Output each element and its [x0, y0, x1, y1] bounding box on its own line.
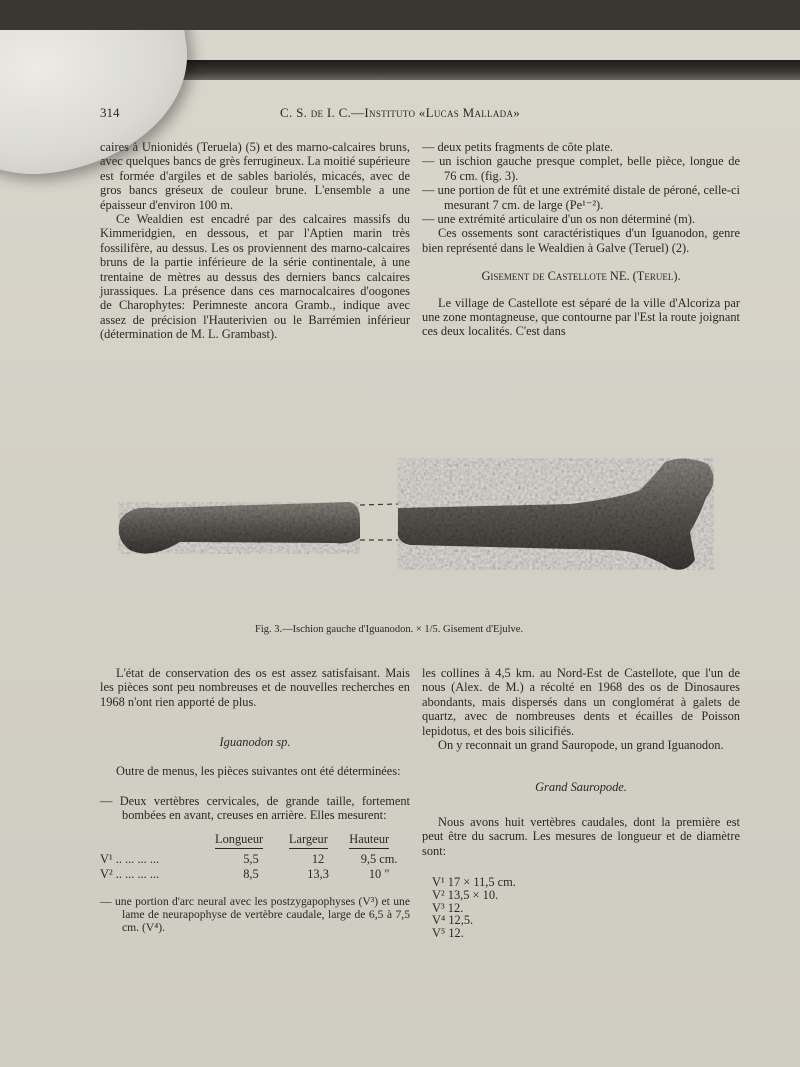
- paragraph: Outre de menus, les pièces suivantes ont été déterminées:: [116, 763, 401, 778]
- table-row: V¹ .. ... ... ... 5,5 12 9,5 cm.: [100, 852, 398, 867]
- ischion-bone-image: [110, 450, 730, 580]
- paragraph: les collines à 4,5 km. au Nord-Est de Castellote, que l'un de nous (Alex. de M.) a récolté en 1968 des os de Dinosaures abondants, mais dispersés dans un conglomérat à galets de quartz, avec de nombreuses dents et écailles de Poisson lepidotus, et des bois silicifiés.: [422, 666, 740, 738]
- vertebrae-list: [432, 876, 740, 940]
- column-header: Longueur: [214, 831, 288, 852]
- list-item: V² 13,5 × 10.: [432, 887, 499, 902]
- top-right-column: [422, 140, 740, 339]
- paragraph: On y reconnait un grand Sauropode, un grand Iguanodon.: [438, 738, 724, 753]
- paragraph: L'état de conservation des os est assez satisfaisant. Mais les pièces sont peu nombreuses et de nouvelles recherches en 1968 n'ont rien apporté de plus.: [100, 666, 410, 709]
- section-heading: Gisement de Castellote NE. (Teruel).: [481, 269, 681, 284]
- list-item: V⁴ 12,5.: [432, 913, 474, 928]
- section-heading: Iguanodon sp.: [219, 735, 291, 750]
- running-title: C. S. de I. C.—Instituto «Lucas Mallada»: [280, 105, 521, 120]
- figure-caption: Fig. 3.—Ischion gauche d'Iguanodon. × 1/5. Gisement d'Ejulve.: [255, 624, 524, 635]
- list-item: — une portion d'arc neural avec les postzygapophyses (V³) et une lame de neurapophyse de vertèbre caudale, large de 6,5 à 7,5 cm. (V⁴).: [100, 895, 410, 935]
- top-left-column: [100, 140, 410, 342]
- list-item: — une extrémité articulaire d'un os non déterminé (m).: [422, 212, 696, 227]
- paragraph: Ce Wealdien est encadré par des calcaires massifs du Kimmeridgien, en dessous, et par l'Aptien marin très fossilifère, au dessus. Les os proviennent des marno-calcaires bruns de la partie inférieure de la série continentale, à une trentaine de mètres au dessus des derniers bancs calcaires jurassiques. La présence dans ces marnocalcaires d'oogones de Charophytes: Perimneste ancora Gramb., indique avec assez de précision l'Hauterivien ou le Barrémien inférieur (détermination de M. L. Grambast).: [100, 212, 410, 342]
- paragraph: Ces ossements sont caractéristiques d'un Iguanodon, genre bien représenté dans le Wealdien à Galve (Teruel) (2).: [422, 226, 740, 255]
- list-item: — deux petits fragments de côte plate.: [422, 140, 613, 154]
- list-item: — une portion de fût et une extrémité distale de péroné, celle-ci mesurant 7 cm. de large (Pe¹⁻²).: [422, 183, 740, 212]
- paragraph: caires à Unionidés (Teruela) (5) et des marno-calcaires bruns, avec quelques bancs de grès ferrugineux. La moitié supérieure est formée d'argiles et de sables bariolés, micacés, avec de gros bancs gréseux de couleur brune. L'ensemble a une épaisseur d'environ 100 m.: [100, 140, 410, 212]
- column-header: Largeur: [288, 831, 348, 852]
- list-item: — Deux vertèbres cervicales, de grande taille, fortement bombées en avant, creuses en arrière. Elles mesurent:: [100, 794, 410, 823]
- column-header: Hauteur: [348, 831, 410, 852]
- list-item: V⁵ 12.: [432, 926, 464, 941]
- list-item: — un ischion gauche presque complet, belle pièce, longue de 76 cm. (fig. 3).: [422, 154, 740, 183]
- ischion-figure: [110, 450, 730, 580]
- page-edge-shadow: [150, 60, 800, 80]
- section-heading: Grand Sauropode.: [535, 780, 627, 795]
- bottom-left-column: [100, 666, 410, 935]
- paragraph: Le village de Castellote est séparé de la ville d'Alcoriza par une zone montagneuse, que contourne par l'Est la route joignant ces deux localités. C'est dans: [422, 295, 740, 339]
- page-number: 314: [100, 105, 120, 120]
- paragraph: Nous avons huit vertèbres caudales, dont la première est peut être du sacrum. Les mesures de longueur et de diamètre sont:: [422, 814, 740, 858]
- list-item: V³ 12.: [432, 900, 464, 915]
- book-page: [0, 30, 800, 1067]
- bottom-right-column: [422, 666, 740, 940]
- table-row: V² .. ... ... ... 8,5 13,3 10 ": [100, 866, 390, 881]
- measurements-table: [100, 831, 410, 881]
- list-item: V¹ 17 × 11,5 cm.: [432, 875, 516, 890]
